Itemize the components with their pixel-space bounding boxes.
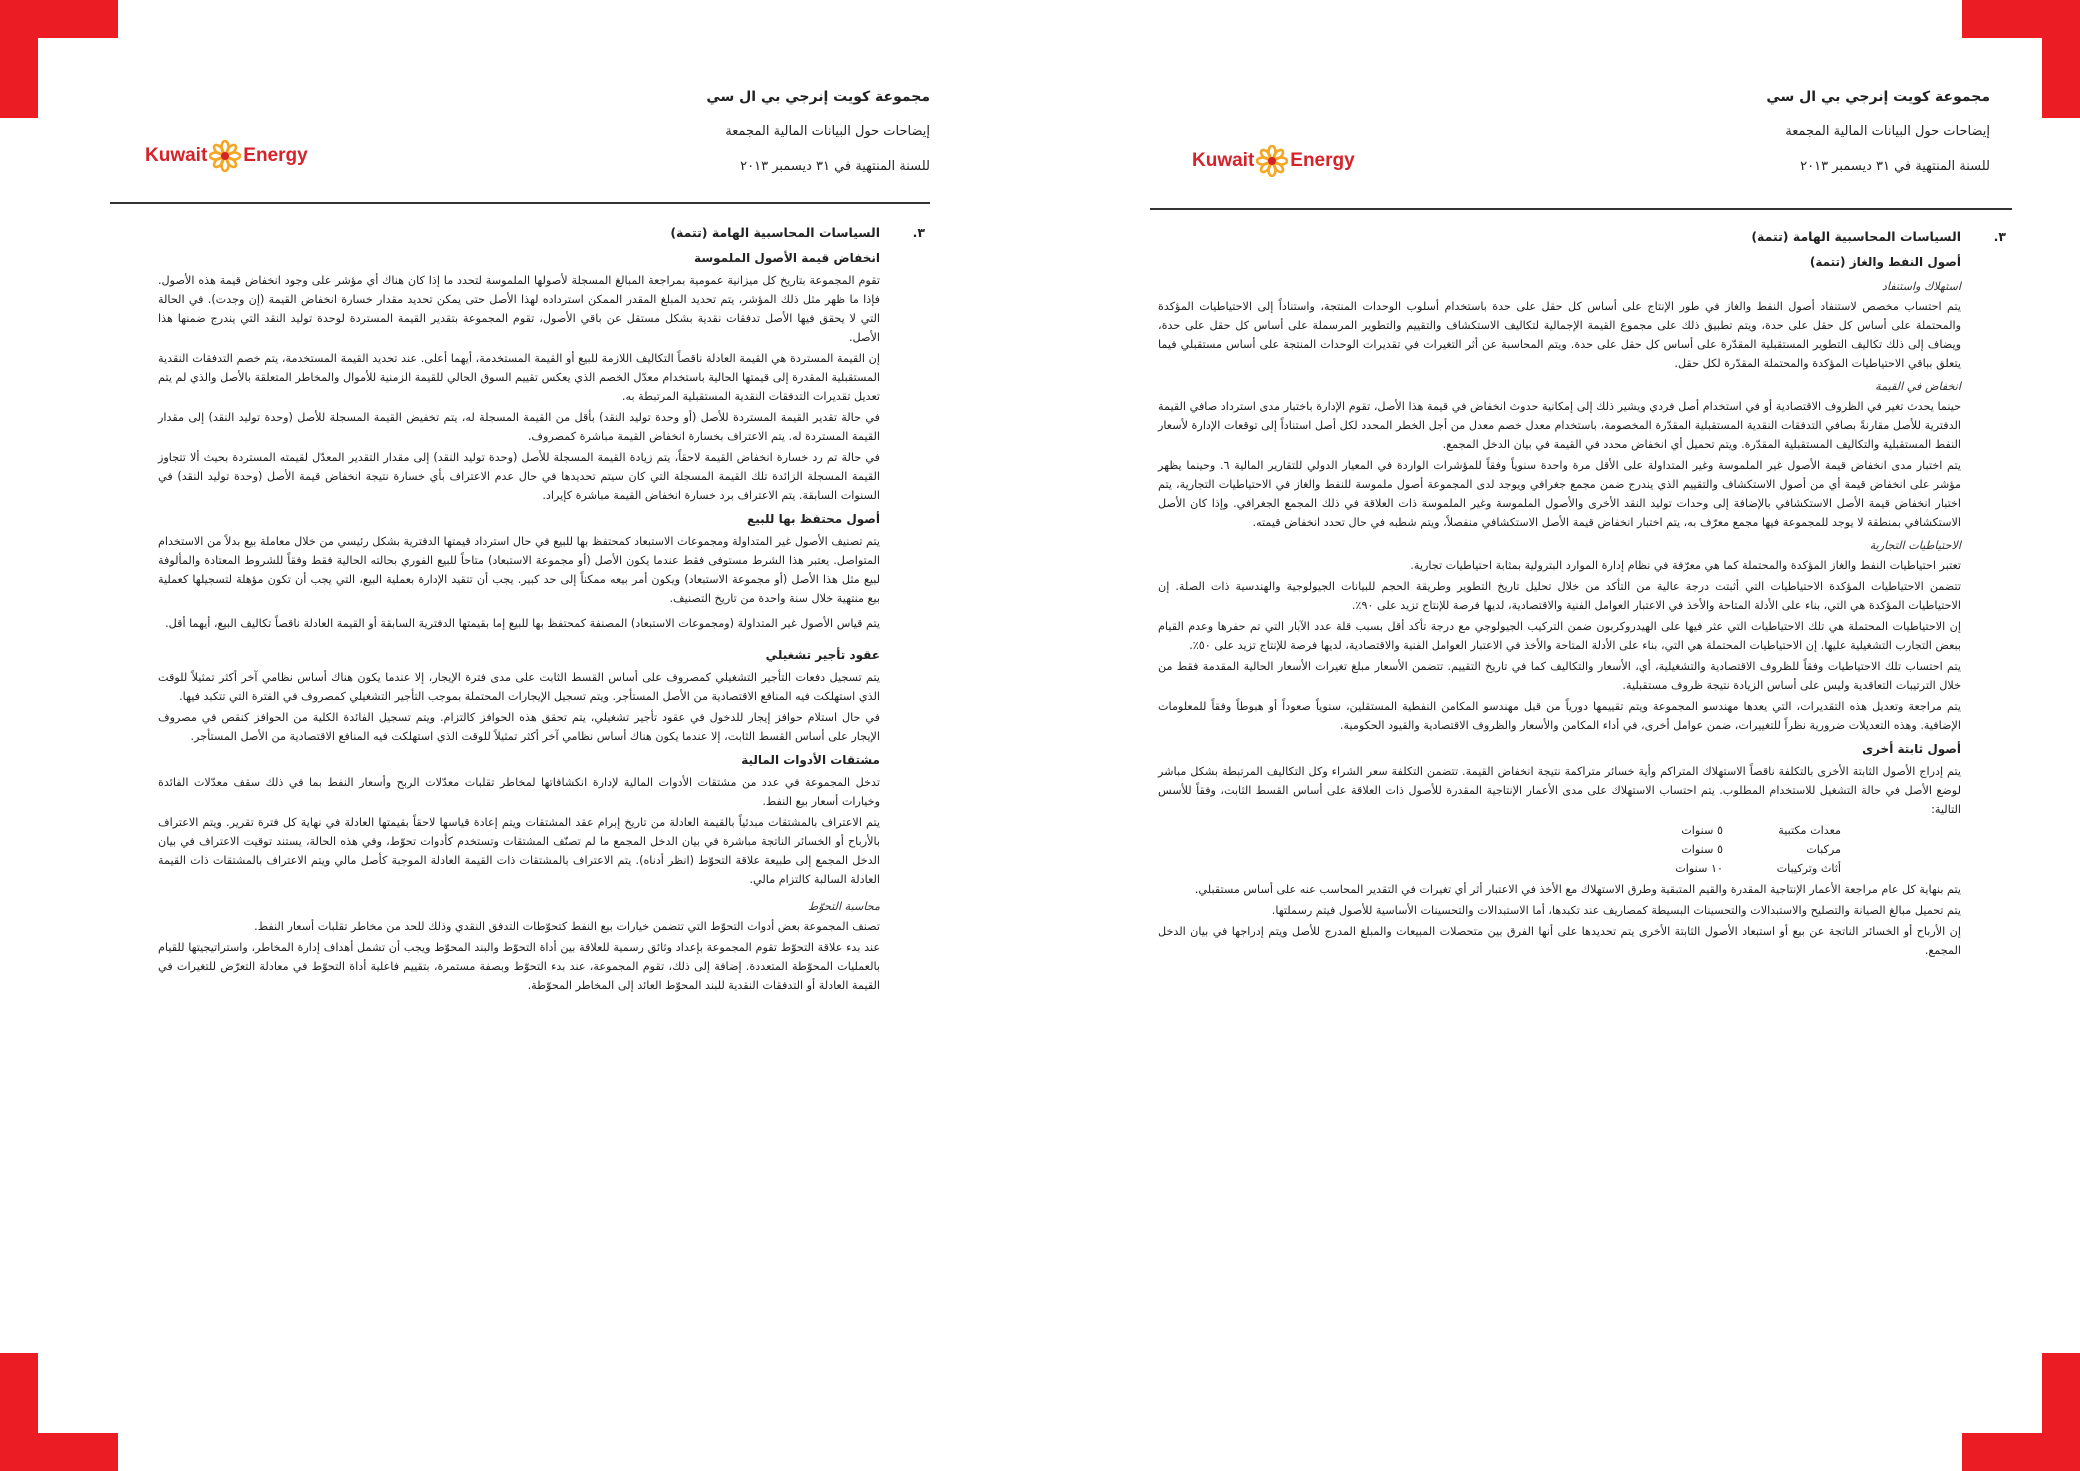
operating-leases-heading: عقود تأجير تشغيلي (765, 648, 880, 662)
paragraph: يتم تصنيف الأصول غير المتداولة ومجموعات الاستبعاد كمحتفظ بها للبيع في حال استرداد قيمتها الدفترية بشكل رئيسي من خلال معاملة بيع بدلاً من الاستخدام المتواصل. يعتبر هذا الشرط مستوفى فقط عندما يكون الأصل (أو مجموعة الاستبعاد) متاحاً للبيع الفوري بحالته الحالية فقط وفقاً للشروط المعتادة والمألوفة لبيع مثل هذا الأصل (أو مجموعة الاستبعاد) ويكون أمر بيعه ممكناً إلى حد كبير. يجب أن تتقيد الإدارة بعملية البيع، التي يجب أن تكون مؤهلة لتسجيلها كعملية بيع منتهية خلال سنة واحدة من تاريخ التصنيف. (158, 535, 880, 605)
paragraph: يتم تسجيل دفعات التأجير التشغيلي كمصروف على أساس القسط الثابت على مدى فترة الإيجار، إلا عندما يكون هناك أساس نظامي آخر أكثر تمثيلاً للوقت الذي استهلكت فيه المنافع الاقتصادية من الأصل المستأجر. ويتم تسجيل الإيجارات المحتملة بموجب التأجير التشغيلي كمصروف في الفترة التي تتكبد فيها. (158, 671, 880, 703)
paragraph: عند بدء علاقة التحوّط تقوم المجموعة بإعداد وثائق رسمية للعلاقة بين أداة التحوّط والبند المحوّط ويجب أن تشمل أهداف إدارة المخاطر، واستراتيجيتها للقيام بالعمليات المحوّطة المتعددة. إضافة إلى ذلك، تقوم المجموعة، عند بدء التحوّط وبصفة مستمرة، بتقييم فاعلية أداة التحوّط في معادلة التعرّض للتغيرات في القيمة العادلة أو التدفقات النقدية للبند المحوّط العائد إلى المخاطر المحوّطة. (158, 941, 880, 992)
paragraph: يتم الاعتراف بالمشتقات مبدئياً بالقيمة العادلة من تاريخ إبرام عقد المشتقات ويتم إعادة قياسها لاحقاً بقيمتها العادلة في نهاية كل فترة تقرير. ويتم الاعتراف بالأرباح أو الخسائر الناتجة مباشرة في بيان الدخل المجمع ما لم تصنّف المشتقات وتستخدم كأدوات تحوّط، وفي هذه الحالة، يستند توقيت الاعتراف في بيان الدخل المجمع إلى طبيعة علاقة التحوّط (انظر أدناه). يتم الاعتراف بالمشتقات ذات القيمة العادلة الموجبة كأصل مالي ويتم الاعتراف بالمشتقات ذات القيمة العادلة السالبة كالتزام مالي. (158, 816, 880, 886)
paragraph: إن القيمة المستردة هي القيمة العادلة ناقصاً التكاليف اللازمة للبيع أو القيمة المستخدمة، أيهما أعلى. عند تحديد القيمة المستخدمة، يتم خصم التدفقات النقدية المستقبلية المقدرة إلى قيمتها الحالية باستخدام معدّل الخصم الذي يعكس تقييم السوق الحالي للقيمة الزمنية للأموال والمخاطر المتعلقة بالأصل والذي لم يتم تعديل تقديرات التدفقات النقدية المستقبلية المرتبطة به. (158, 352, 880, 403)
list-item (1158, 859, 1841, 878)
logo-word-kuwait: Kuwait (1192, 150, 1255, 171)
paragraph: يتم اختبار مدى انخفاض قيمة الأصول غير الملموسة وغير المتداولة على الأقل مرة واحدة سنوياً وفقاً للمؤشرات الواردة في المعيار الدولي للتقارير المالية ٦. وحينما يظهر مؤشر على انخفاض قيمة أي من أصول الاستكشاف والتقييم الذي يندرج ضمن مجمع جغرافي ويوجد لدى المجموعة أصول ملموسة للنفط والغاز في الاحتياطيات التجارية، يتم اختبار انخفاض قيمة الأصل الاستكشافي بالإضافة إلى وحدات توليد النقد الأخرى والأصول الملموسة وغير الملموسة ذات العلاقة في ذلك المجمع الجغرافي. وإذا كان الأصل الاستكشافي بمنطقة لا يوجد للمجموعة فيها مجمع معرّف به، يتم اختبار انخفاض قيمة الأصل الاستكشافي منفصلاً، ويتم شطبه في حال تحدد انخفاض قيمته. (1158, 459, 1961, 529)
paragraph: يتم قياس الأصول غير المتداولة (ومجموعات الاستبعاد) المصنفة كمحتفظ بها للبيع إما بقيمتها الدفترية السابقة أو القيمة العادلة ناقصاً تكاليف البيع، أيهما أقل. (165, 617, 880, 630)
list-item (1158, 821, 1841, 840)
hedge-accounting-subheading: محاسبة التحوّط (807, 900, 880, 913)
asset-lives-list (1158, 821, 1841, 878)
oil-gas-assets-heading: أصول النفط والغاز (تتمة) (1809, 255, 1961, 269)
other-fixed-assets-heading: أصول ثابتة أخرى (1862, 742, 1961, 756)
depletion-subheading: استهلاك واستنفاد (1881, 280, 1961, 293)
header-rule (110, 202, 930, 204)
asset-item: معدات مكتبية (1778, 824, 1841, 837)
paragraph: يتم مراجعة وتعديل هذه التقديرات، التي يعدها مهندسو المجموعة ويتم تقييمها دورياً من قبل مهندسو المكامن النفطية المستقلين، سنوياً صعوداً أو هبوطاً وفقاً للمعلومات الإضافية. وهذه التعديلات ضرورية نظراً للتغييرات، ضمن عوامل أخرى، في أداء المكامن والأسعار والظروف الاقتصادية والقيود الحكومية. (1158, 700, 1961, 732)
paragraph: في حالة تم رد خسارة انخفاض القيمة لاحقاً، يتم زيادة القيمة المسجلة للأصل (وحدة توليد النقد) إلى مقدار التقدير المعدّل لقيمته المستردة بحيث ألا تتجاوز القيمة المسجلة الزائدة تلك القيمة المسجلة التي كان سيتم تحديدها في حال عدم الاعتراف بأي خسارة نتيجة انخفاض قيمة الأصل (وحدة توليد النقد) في السنوات السابقة. يتم الاعتراف برد خسارة انخفاض القيمة مباشرة كإيراد. (158, 451, 880, 502)
section-number: ٣. (912, 225, 925, 240)
paragraph: تتضمن الاحتياطيات المؤكدة الاحتياطيات التي أثبتت درجة عالية من التأكد من خلال تحليل تاريخ التطوير وطريقة الحجم للبيانات الجيولوجية والهندسية ذات الصلة. إن الاحتياطيات المؤكدة هي التي، بناء على الأدلة المتاحة والأخذ في الاعتبار العوامل الفنية والاقتصادية، لديها فرصة للإنتاج تزيد على ٩٠٪. (1158, 580, 1961, 612)
paragraph: يتم احتساب تلك الاحتياطيات وفقاً للظروف الاقتصادية والتشغيلية، أي، الأسعار والتكاليف كما في تاريخ التقييم. تتضمن الأسعار مبلغ تغيرات الأسعار الحالية المقدمة فقط من خلال الترتيبات التعاقدية وليس على أساس الزيادة نتيجة ظروف مستقبلية. (1158, 660, 1961, 692)
paragraph: يتم إدراج الأصول الثابتة الأخرى بالتكلفة ناقصاً الاستهلاك المتراكم وأية خسائر متراكمة نتيجة انخفاض القيمة. تتضمن التكلفة سعر الشراء وكل التكاليف المرتبطة بشكل مباشر لوضع الأصل في حالة التشغيل للاستخدام المطلوب. يتم احتساب الاستهلاك على مدى الأعمار الإنتاجية المقدرة للأصول ذات العلاقة على أساس القسط الثابت، وفقاً للأسس التالية: (1158, 765, 1961, 816)
section-title: السياسات المحاسبية الهامة (تتمة) (670, 225, 880, 240)
header-rule (1150, 208, 2012, 210)
right-page (1040, 0, 2080, 1471)
notes-title: إيضاحات حول البيانات المالية المجمعة (1785, 124, 1990, 139)
paragraph: إن الأرباح أو الخسائر الناتجة عن بيع أو استبعاد الأصول الثابتة الأخرى يتم تحديدها على أنها الفرق بين متحصلات المبيعات والمبلغ المدرج للأصل ويتم إدراجها في بيان الدخل المجمع. (1158, 925, 1961, 957)
paragraph: حينما يحدث تغير في الظروف الاقتصادية أو في استخدام أصل فردي ويشير ذلك إلى إمكانية حدوث انخفاض في قيمة هذا الأصل، تقوم الإدارة باختبار مدى استرداد صافي القيمة الدفترية للأصل مقارنةً بصافي التدفقات النقدية المستقبلية المقدّرة المخصومة، باستخدام معدل خصم معدل من أجل الخطر المحدد لكل أصل استناداً إلى توقعات الإدارة لأسعار النفط المستقبلية والتكاليف المستقبلية المقدّرة. ويتم تحميل أي انخفاض محدد في القيمة في بيان الدخل المجمع. (1158, 400, 1961, 451)
paragraph: إن الاحتياطيات المحتملة هي تلك الاحتياطيات التي عثر فيها على الهيدروكربون ضمن التركيب الجيولوجي مع درجة تأكد أقل بسبب قلة عدد الآبار التي تم حفرها وعدم القيام ببعض التجارب التشغيلية عليها. إن الاحتياطيات المحتملة هي التي، بناء على الأدلة المتاحة والأخذ في الاعتبار العوامل الفنية والاقتصادية، لديها فرصة للإنتاج تزيد على ٥٠٪. (1158, 620, 1961, 652)
asset-life: ٥ سنوات (1681, 824, 1723, 837)
impairment-heading: انخفاض قيمة الأصول الملموسة (694, 251, 880, 265)
paragraph: تصنف المجموعة بعض أدوات التحوّط التي تتضمن خيارات بيع النفط كتحوّطات التدفق النقدي وذلك للحد من مخاطر تقلبات أسعار النفط. (254, 920, 880, 933)
paragraph: في حالة تقدير القيمة المستردة للأصل (أو وحدة توليد النقد) بأقل من القيمة المسجلة له، يتم تخفيض القيمة المسجلة للأصل (وحدة توليد النقد) إلى مقدار القيمة المستردة له. يتم الاعتراف بخسارة انخفاض القيمة مباشرة كمصروف. (158, 411, 880, 443)
kuwait-energy-logo (1192, 145, 1355, 177)
paragraph: في حال استلام حوافز إيجار للدخول في عقود تأجير تشغيلي، يتم تحقق هذه الحوافز كالتزام. ويتم تسجيل الفائدة الكلية من الحوافز كنقص في مصروف الإيجار على أساس القسط الثابت، إلا عندما يكون هناك أساس نظامي آخر أكثر تمثيلاً للوقت الذي استهلكت فيه المنافع الاقتصادية من الأصل المستأجر. (158, 711, 880, 743)
period-label: للسنة المنتهية في ٣١ ديسمبر ٢٠١٣ (1800, 159, 1990, 174)
period-label: للسنة المنتهية في ٣١ ديسمبر ٢٠١٣ (740, 159, 930, 174)
asset-item: أثاث وتركيبات (1776, 862, 1841, 875)
kuwait-energy-logo (145, 140, 308, 172)
derivatives-heading: مشتقات الأدوات المالية (741, 753, 880, 767)
paragraph: تعتبر احتياطيات النفط والغاز المؤكدة والمحتملة كما هي معرّفة في نظام إدارة الموارد البترولية بمثابة احتياطيات تجارية. (1410, 559, 1961, 572)
right-page-body (1158, 226, 2006, 962)
list-item (1158, 840, 1841, 859)
paragraph: يتم تحميل مبالغ الصيانة والتصليح والاستبدالات والتحسينات البسيطة كمصاريف عند تكبدها، أما الاستبدالات والتحسينات الأساسية للأصول فيتم رسملتها. (1271, 904, 1961, 917)
asset-life: ١٠ سنوات (1675, 862, 1723, 875)
commercial-reserves-subheading: الاحتياطيات التجارية (1869, 539, 1961, 552)
logo-word-energy: Energy (243, 145, 308, 166)
company-name: مجموعة كويت إنرجي بي ال سي (1766, 89, 1990, 105)
asset-item: مركبات (1806, 843, 1841, 856)
paragraph: يتم بنهاية كل عام مراجعة الأعمار الإنتاجية المقدرة والقيم المتبقية وطرق الاستهلاك مع الأخذ في الاعتبار أثر أي تغيرات في التقدير المحاسب عنه على أساس مستقبلي. (1194, 883, 1961, 896)
held-for-sale-heading: أصول محتفظ بها للبيع (747, 512, 880, 526)
section-heading (158, 222, 925, 244)
asset-life: ٥ سنوات (1681, 843, 1723, 856)
notes-title: إيضاحات حول البيانات المالية المجمعة (725, 124, 930, 139)
logo-word-energy: Energy (1290, 150, 1355, 171)
section-title: السياسات المحاسبية الهامة (تتمة) (1751, 229, 1961, 244)
section-heading (1158, 226, 2006, 248)
paragraph: تدخل المجموعة في عدد من مشتقات الأدوات المالية لإدارة انكشافاتها لمخاطر تقلبات معدّلات الربح وأسعار النفط بما في ذلك سقف معدّلات الفائدة وخيارات أسعار بيع النفط. (158, 776, 880, 808)
page-header (1766, 88, 1990, 193)
paragraph: تقوم المجموعة بتاريخ كل ميزانية عمومية بمراجعة المبالغ المسجلة لأصولها الملموسة لتحدد ما إذا كان هناك أي مؤشر على وجود انخفاض قيمة هذه الأصول. فإذا ما ظهر مثل ذلك المؤشر، يتم تحديد المبلغ المقدر الممكن استرداده لهذا الأصل حتى يمكن تحديد مقدار خسارة انخفاض القيمة (إن وجدت). في الحالة التي لا يحقق فيها الأصل تدفقات نقدية بشكل مستقل عن باقي الأصول، تقوم المجموعة بتقدير القيمة المستردة لوحدة توليد النقد التي يندرج ضمنها هذا الأصل. (158, 274, 880, 344)
paragraph: يتم احتساب مخصص لاستنفاد أصول النفط والغاز في طور الإنتاج على أساس كل حقل على حدة باستخدام أسلوب الوحدات المنتجة، واستناداً إلى الاحتياطيات المؤكدة والمحتملة على أساس كل حقل على حدة، ويتم تطبيق ذلك على مجموع القيمة الإجمالية لتكاليف الاستكشاف والتقييم والتطوير المرسملة على أساس كل حقل على حدة، ويضاف إلى ذلك تكاليف التطوير المستقبلية المقدّرة على أساس كل حقل على حدة. ويتم المحاسبة عن أثر التغيرات في تقديرات الوحدات المنتجة على أساس مستقبلي فيما يتعلق بباقي الاحتياطيات المؤكدة والمحتملة المقدّرة لكل حقل. (1158, 300, 1961, 370)
impairment-subheading: انخفاض في القيمة (1875, 380, 1961, 393)
left-page-body (158, 222, 925, 997)
section-number: ٣. (1993, 229, 2006, 244)
page-header (706, 88, 930, 193)
sunflower-logo-icon (209, 140, 241, 172)
logo-word-kuwait: Kuwait (145, 145, 208, 166)
company-name: مجموعة كويت إنرجي بي ال سي (706, 89, 930, 105)
sunflower-logo-icon (1256, 145, 1288, 177)
